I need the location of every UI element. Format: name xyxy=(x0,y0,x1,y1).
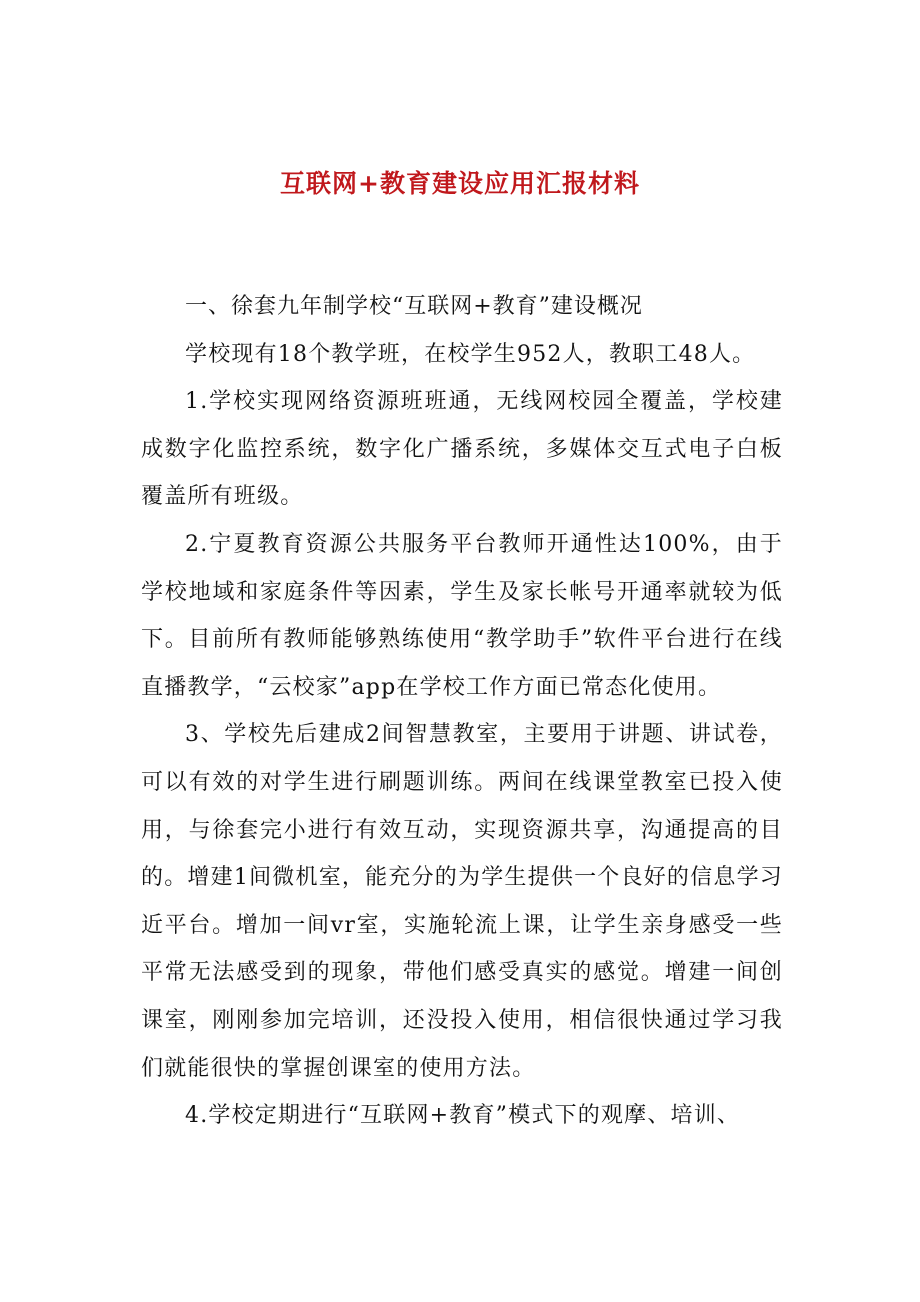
section-heading: 一、徐套九年制学校“互联网+教育”建设概况 xyxy=(185,294,643,319)
paragraph-item-1: 1.学校实现网络资源班班通，无线网校园全覆盖，学校建成数字化监控系统，数字化广播系统，多媒体交互式电子白板覆盖所有班级。 xyxy=(141,389,783,510)
paragraph-item-4: 4.学校定期进行“互联网+教育”模式下的观摩、培训、 xyxy=(185,1103,741,1129)
paragraph-item-3: 3、学校先后建成2间智慧教室，主要用于讲题、讲试卷，可以有效的对学生进行刷题训练。两间在线课堂教室已投入使用，与徐套完小进行有效互动，实现资源共享，沟通提高的目的。增建1间微机室，能充分的为学生提供一个良好的信息学习近平台。增加一间vr室，实施轮流上课，让学生亲身感受一些平常无法感受到的现象，带他们感受真实的感觉。增建一间创课室，刚刚参加完培训，还没投入使用，相信很快通过学习我们就能很快的掌握创课室的使用方法。 xyxy=(141,722,783,1081)
document-body xyxy=(141,283,783,1140)
paragraph-item-2: 2.宁夏教育资源公共服务平台教师开通性达100%，由于学校地域和家庭条件等因素，学生及家长帐号开通率就较为低下。目前所有教师能够熟练使用“教学助手”软件平台进行在线直播教学，“云校家”app在学校工作方面已常态化使用。 xyxy=(141,531,783,700)
paragraph-overview: 学校现有18个教学班，在校学生952人，教职工48人。 xyxy=(185,341,756,367)
document-title: 互联网+教育建设应用汇报材料 xyxy=(280,169,640,198)
